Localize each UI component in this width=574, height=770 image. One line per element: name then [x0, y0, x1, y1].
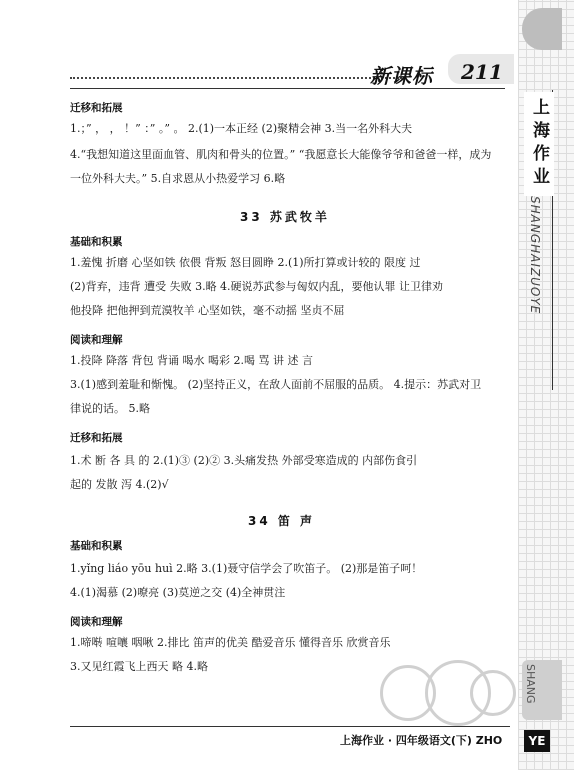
answer-line: 律说的话。 5.略	[70, 402, 150, 415]
answer-line: 1.；” ， ， ！” ：” 。” 。 2.(1)一本正经 (2)聚精会神 3.当一名外科大夫	[70, 122, 413, 135]
lesson-title: 34 笛 声	[248, 514, 316, 528]
section-heading: 迁移和拓展	[70, 432, 123, 444]
header-rule	[70, 88, 505, 89]
side-bottom-mark: SHANG	[524, 664, 537, 704]
side-vertical-pinyin: SHANGHAIZUOYE	[528, 196, 542, 315]
header-band	[70, 60, 512, 88]
side-strip-tab	[522, 8, 562, 50]
answer-line: 1.投降 降落 背包 背诵 喝水 喝彩 2.喝 骂 讲 述 言	[70, 354, 313, 367]
answer-line: 3.又见红霞飞上西天 略 4.略	[70, 660, 208, 673]
answer-line: 1.羞愧 折磨 心坚如铁 依偎 背叛 怒目圆睁 2.(1)所打算或计较的 限度 过	[70, 256, 421, 269]
header-brand: 新课标	[370, 64, 433, 88]
section-heading: 阅读和理解	[70, 334, 123, 346]
footer-text: 上海作业 · 四年级语文(下) ZHO	[340, 734, 503, 747]
answer-line: 起的 发散 泻 4.(2)√	[70, 478, 169, 491]
footer-rule	[70, 726, 510, 727]
answer-line: 一位外科大夫。” 5.自求恩从小热爱学习 6.略	[70, 172, 286, 185]
section-heading: 基础和积累	[70, 540, 123, 552]
answer-line: 1.啼啭 喧嚷 咽啾 2.排比 笛声的优美 酷爱音乐 懂得音乐 欣赏音乐	[70, 636, 391, 649]
page-number: 211	[461, 60, 503, 84]
lesson-title: 33 苏武牧羊	[240, 210, 330, 224]
answer-line: 4.“我想知道这里面血管、肌肉和骨头的位置。” “我愿意长大能像爷爷和爸爸一样，成为	[70, 148, 492, 161]
answer-line: 1.yǐng liáo yōu huì 2.略 3.(1)聂守信学会了吹笛子。 (2)那是笛子呵！	[70, 562, 423, 575]
side-vertical-title: 上海作业	[524, 92, 554, 196]
answer-line: 4.(1)渴慕 (2)嘹亮 (3)莫逆之交 (4)全神贯注	[70, 586, 286, 599]
answer-line: 他投降 把他押到荒漠牧羊 心坚如铁，毫不动摇 坚贞不屈	[70, 304, 345, 317]
answer-line: (2)背弃，违背 遭受 失败 3.略 4.硬说苏武参与匈奴内乱，要他认罪 让卫律劝	[70, 280, 444, 293]
section-heading: 基础和积累	[70, 236, 123, 248]
answer-line: 1.术 断 各 具 的 2.(1)③ (2)② 3.头痛发热 外部受寒造成的 内部伤食引	[70, 454, 418, 467]
header-dotted-rule	[70, 77, 402, 79]
footer-badge: YE	[524, 730, 550, 752]
section-heading: 迁移和拓展	[70, 102, 123, 114]
answer-line: 3.(1)感到羞耻和惭愧。 (2)坚持正义，在敌人面前不屈服的品质。 4.提示：苏武对卫	[70, 378, 482, 391]
section-heading: 阅读和理解	[70, 616, 123, 628]
watermark-stamp	[370, 655, 520, 725]
